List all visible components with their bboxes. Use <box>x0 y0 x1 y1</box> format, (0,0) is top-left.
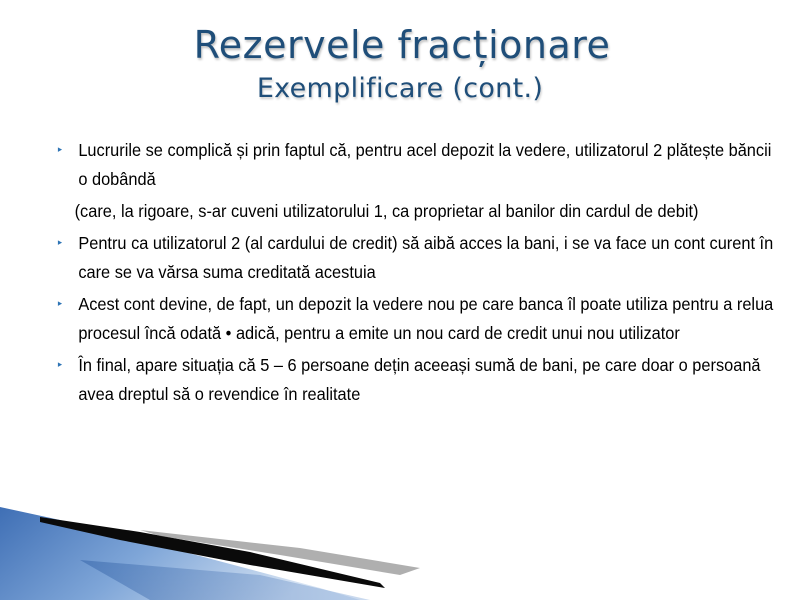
bullet-arrow-icon: ▸ <box>57 359 63 369</box>
paragraph-text: Lucrurile se complică și prin faptul că, pentru acel depozit la vedere, utilizatorul 2 plătește băncii o dobândă <box>78 140 772 189</box>
bullet-paragraph-3 <box>56 290 778 348</box>
paragraph-text: (care, la rigoare, s-ar cuveni utilizatorului 1, ca proprietar al banilor din cardul de debit) <box>74 201 699 221</box>
bullet-arrow-icon: ▸ <box>57 144 63 154</box>
bullet-paragraph-2 <box>56 229 778 287</box>
paragraph-text: În final, apare situația că 5 – 6 persoane dețin aceeași sumă de bani, pe care doar o persoană avea dreptul să o revendice în realitate <box>78 355 761 404</box>
continuation-paragraph <box>56 197 778 226</box>
slide-title: Rezervele fracționare <box>193 23 611 67</box>
bullet-paragraph-1 <box>56 136 778 194</box>
paragraph-text: Pentru ca utilizatorul 2 (al cardului de credit) să aibă acces la bani, i se va face un cont curent în care se va vărsa suma creditată acestuia <box>78 233 774 282</box>
bullet-paragraph-4 <box>56 351 778 409</box>
bullet-list <box>56 136 774 412</box>
bullet-arrow-icon: ▸ <box>57 237 63 247</box>
slide-subtitle: Exemplificare (cont.) <box>256 73 544 104</box>
paragraph-text: Acest cont devine, de fapt, un depozit la vedere nou pe care banca îl poate utiliza pentru a relua procesul încă odată • adică, pentru a emite un nou card de credit unui nou utilizator <box>78 294 774 343</box>
bullet-arrow-icon: ▸ <box>57 298 63 308</box>
